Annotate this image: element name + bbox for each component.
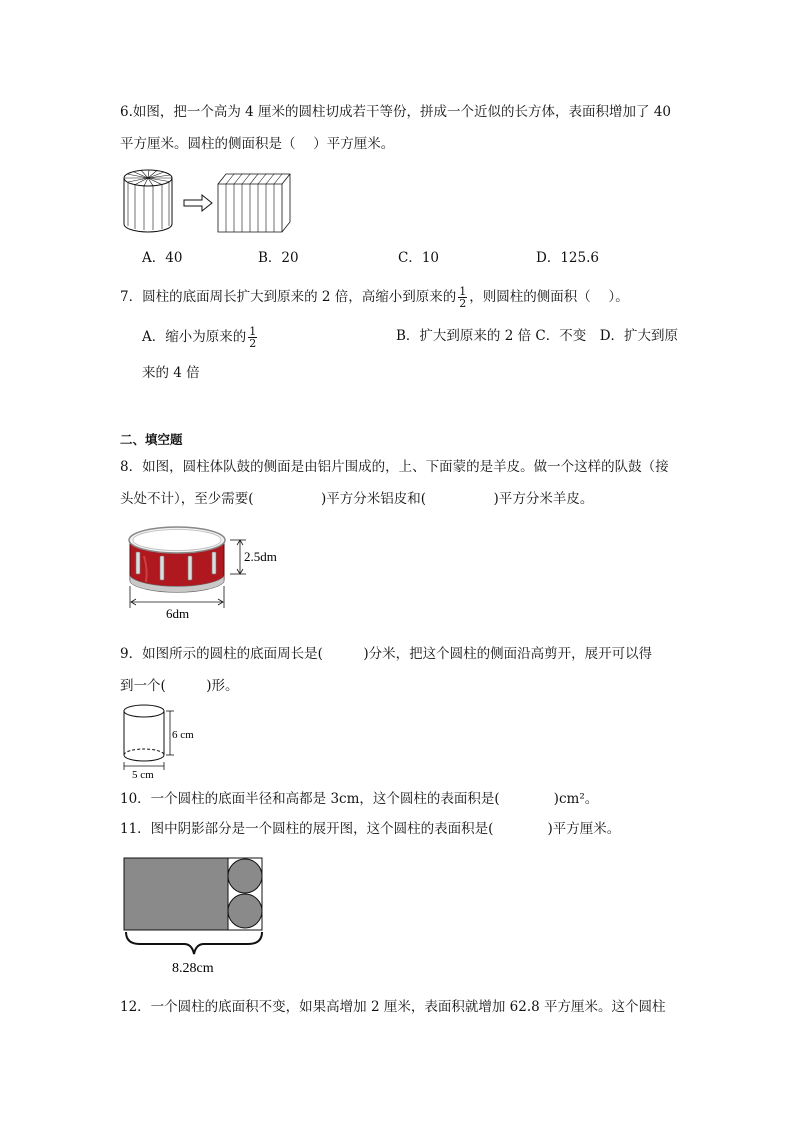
q12-line1: 12．一个圆柱的底面积不变，如果高增加 2 厘米，表面积就增加 62.8 平方厘米。这个圆柱 — [120, 999, 666, 1015]
q7-frac-num: 1 — [459, 285, 467, 298]
q9-line1: 9．如图所示的圆柱的底面周长是( )分米，把这个圆柱的侧面沿高剪开，展开可以得 — [120, 646, 653, 662]
q7-text-pre: 7．圆柱的底面周长扩大到原来的 2 倍，高缩小到原来的 — [120, 289, 457, 305]
q6-line2: 平方厘米。圆柱的侧面积是（ ）平方厘米。 — [120, 136, 395, 152]
q9-height-label: 6 cm — [172, 729, 194, 741]
q9-line2: 到一个( )形。 — [120, 678, 239, 694]
q10-line1: 10．一个圆柱的底面半径和高都是 3cm，这个圆柱的表面积是( )cm²。 — [120, 791, 599, 807]
q8-drum-figure — [124, 520, 289, 629]
q6-line1: 6.如图，把一个高为 4 厘米的圆柱切成若干等份，拼成一个近似的长方体，表面积增加了 40 — [120, 104, 672, 120]
q6-option-d: D．125.6 — [536, 250, 599, 266]
q7-frac-den: 2 — [459, 297, 467, 310]
q6-option-c: C．10 — [398, 250, 440, 266]
q8-line2: 头处不计），至少需要( )平方分米铝皮和( )平方分米羊皮。 — [120, 491, 594, 507]
q9-width-label: 5 cm — [132, 769, 154, 781]
q11-width-label: 8.28cm — [172, 961, 214, 976]
q7-text-post: ，则圆柱的侧面积（ ）。 — [469, 289, 629, 305]
section-title: 二、填空题 — [120, 432, 183, 447]
q8-height-label: 2.5dm — [244, 549, 277, 564]
q11-line1: 11．图中阴影部分是一个圆柱的展开图，这个圆柱的表面积是( )平方厘米。 — [120, 821, 621, 837]
q7-optA-frac-den: 2 — [249, 337, 257, 350]
q7-line1 — [120, 286, 629, 309]
q6-figure — [122, 166, 292, 240]
q7-option-a — [142, 326, 259, 349]
q7-option-a-text: A．缩小为原来的 — [142, 329, 247, 345]
q7-options-bcd: B．扩大到原来的 2 倍 C．不变 D．扩大到原 — [396, 328, 679, 344]
q9-cylinder-figure — [120, 700, 210, 786]
q7-option-a-fraction — [248, 326, 257, 349]
q8-width-label: 6dm — [166, 606, 190, 621]
q6-option-b: B．20 — [258, 250, 299, 266]
q11-net-figure — [122, 856, 272, 984]
q6-option-a: A．40 — [142, 250, 183, 266]
q7-optA-frac-num: 1 — [249, 325, 257, 338]
q7-fraction — [458, 286, 467, 309]
q7-option-d-cont: 来的 4 倍 — [142, 365, 200, 381]
q8-line1: 8．如图，圆柱体队鼓的侧面是由铝片围成的，上、下面蒙的是羊皮。做一个这样的队鼓（接 — [120, 459, 669, 475]
